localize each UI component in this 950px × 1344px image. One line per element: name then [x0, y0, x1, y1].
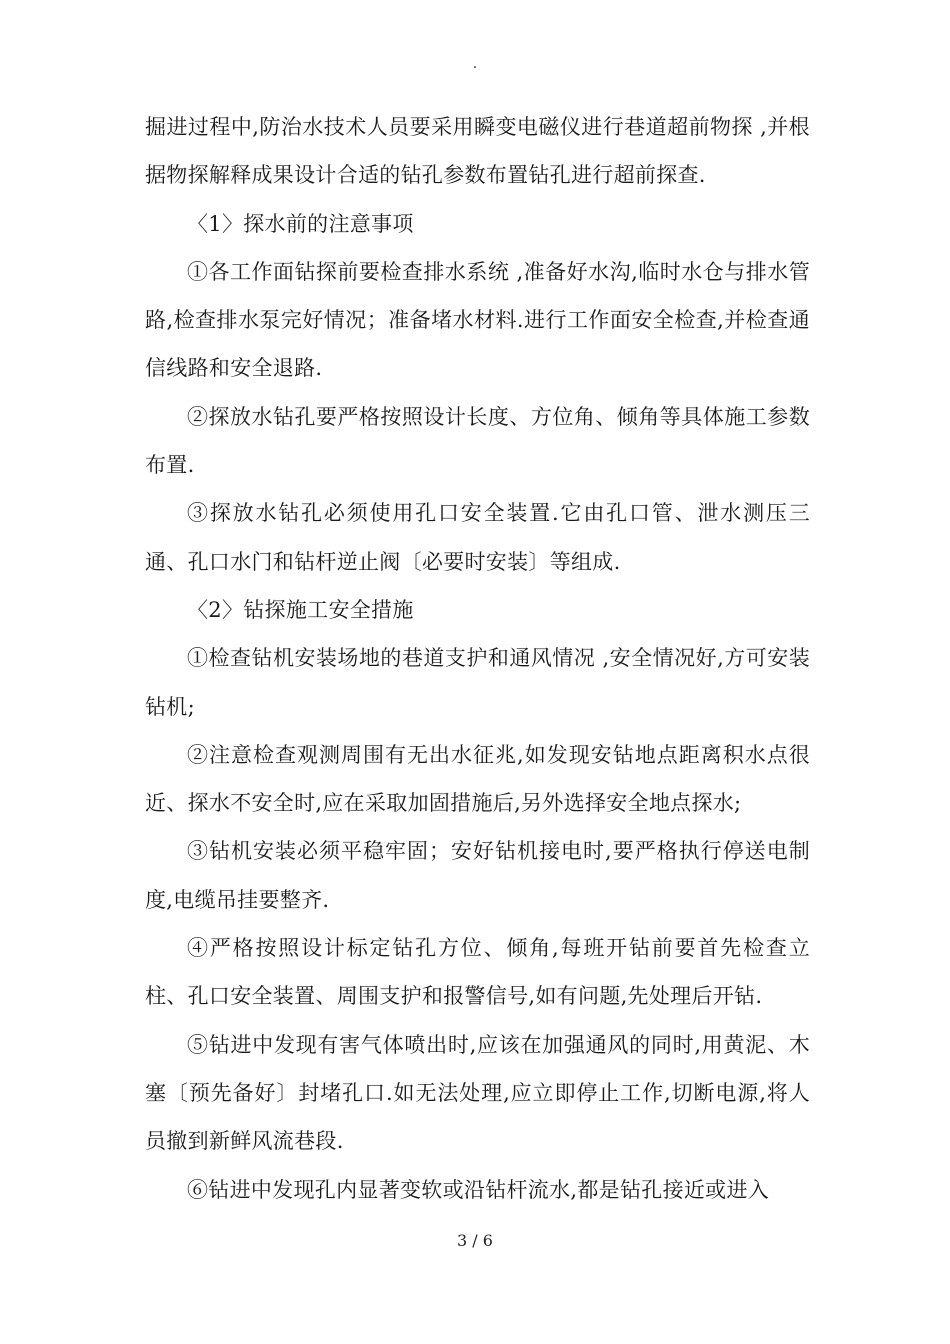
paragraph-item: ⑤钻进中发现有害气体喷出时,应该在加强通风的同时,用黄泥、木塞〔预先备好〕封堵孔口.如无法处理,应立即停止工作,切断电源,将人员撤到新鲜风流巷段.	[145, 1032, 810, 1154]
section-heading-2: 〈2〉钻探施工安全措施	[187, 597, 414, 622]
paragraph-item: ③钻机安装必须平稳牢固；安好钻机接电时,要严格执行停送电制度,电缆吊挂要整齐.	[145, 839, 810, 912]
paragraph-item: ④严格按照设计标定钻孔方位、倾角,每班开钻前要首先检查立柱、孔口安全装置、周围支护和报警信号,如有问题,先处理后开钻.	[145, 936, 810, 1009]
document-body	[145, 103, 810, 1214]
section-heading-1: 〈1〉探水前的注意事项	[187, 211, 414, 236]
paragraph-item: ②注意检查观测周围有无出水征兆,如发现安钻地点距离积水点很近、探水不安全时,应在采取加固措施后,另外选择安全地点探水;	[145, 742, 810, 816]
paragraph-item: ⑥钻进中发现孔内显著变软或沿钻杆流水,都是钻孔接近或进入	[187, 1177, 770, 1202]
paragraph-item: ②探放水钻孔要严格按照设计长度、方位角、倾角等具体施工参数布置.	[145, 404, 810, 478]
page-number: 3 / 6	[457, 1231, 493, 1250]
paragraph-item: ①各工作面钻探前要检查排水系统 ,准备好水沟,临时水仓与排水管路,检查排水泵完好情况；准备堵水材料.进行工作面安全检查,并检查通信线路和安全退路.	[145, 259, 810, 381]
page-header-mark: .	[472, 56, 478, 72]
paragraph-item: ①检查钻机安装场地的巷道支护和通风情况 ,安全情况好,方可安装钻机;	[145, 646, 810, 719]
paragraph-continued: 掘进过程中,防治水技术人员要采用瞬变电磁仪进行巷道超前物探 ,并根据物探解释成果设计合适的钻孔参数布置钻孔进行超前探查.	[145, 115, 810, 188]
paragraph-item: ③探放水钻孔必须使用孔口安全装置.它由孔口管、泄水测压三通、孔口水门和钻杆逆止阀〔必要时安装〕等组成.	[145, 501, 810, 574]
